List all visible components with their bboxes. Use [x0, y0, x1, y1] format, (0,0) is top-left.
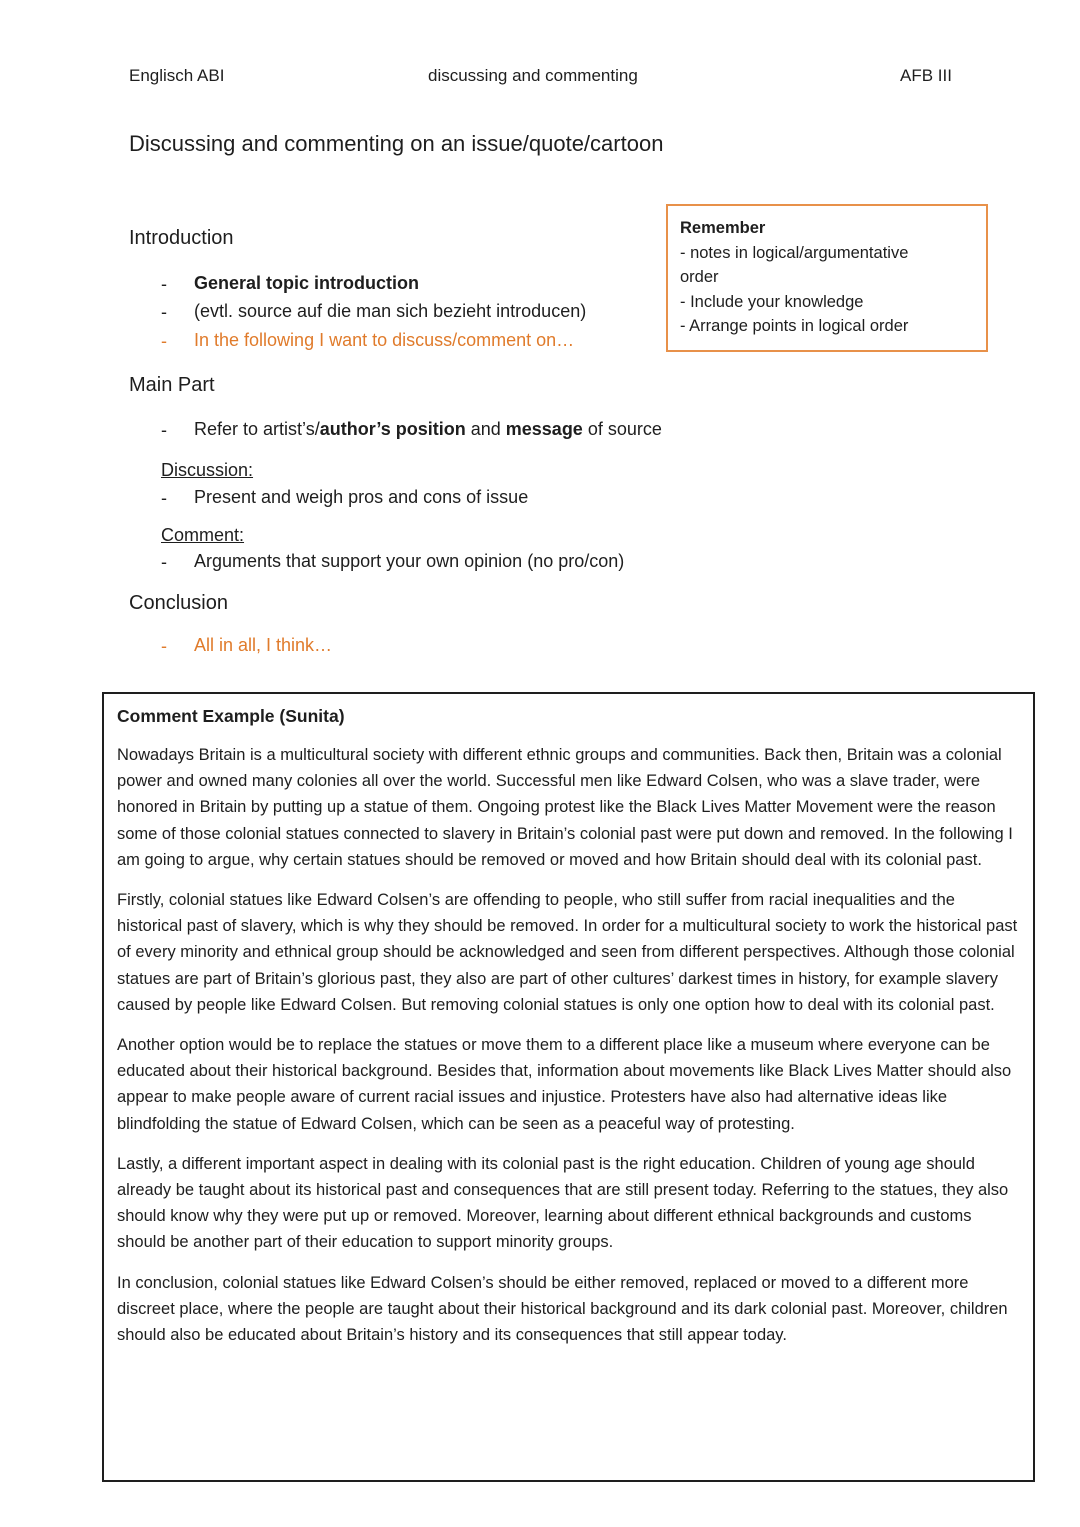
- main-part-heading: Main Part: [129, 374, 215, 396]
- bullet-dash: -: [161, 302, 167, 322]
- example-paragraph: Another option would be to replace the statues or move them to a different place like a museum where everyone can be educated about their historical background. Besides that, information about movements like Black Lives Matter should also appear to make people aware of current racial issues and injustice. Protesters have also had alternative ideas like blindfolding the statue of Edward Colsen, which can be seen as a peaceful way of protesting.: [117, 1036, 1012, 1133]
- intro-item-topic: General topic introduction: [194, 273, 420, 293]
- example-paragraph: In conclusion, colonial statues like Edward Colsen’s should be either removed, replaced or moved to a different more discreet place, where the people are taught about their historical background and its dark colonial past. Moreover, children should also be educated about Britain’s history and its consequences that still appear today.: [117, 1273, 1008, 1345]
- example-paragraph: Nowadays Britain is a multicultural society with different ethnic groups and communities. Back then, Britain was a colonial power and owned many colonies all over the world. Successful men like Edward Colsen, who was a slave trader, were honored in Britain by putting up a statue of them. Ongoing protest like the Black Lives Matter Movement were the reason some of those colonial statues connected to slavery in Britain’s colonial past were put down and removed. In the following I am going to argue, why certain statues should be removed or moved and how Britain should deal with its colonial past.: [117, 746, 1013, 869]
- header-left: Englisch ABI: [129, 66, 225, 85]
- bullet-dash: -: [161, 552, 167, 572]
- remember-line: - Include your knowledge: [680, 292, 864, 311]
- discussion-label: Discussion:: [161, 460, 254, 480]
- bullet-dash: -: [161, 636, 167, 656]
- bullet-dash: -: [161, 420, 167, 440]
- conclusion-item: All in all, I think…: [194, 635, 333, 655]
- intro-item-phrase: In the following I want to discuss/comment on…: [194, 330, 575, 350]
- example-title: Comment Example (Sunita): [117, 706, 345, 726]
- bullet-dash: -: [161, 274, 167, 294]
- refer-bold-position: author’s position: [319, 419, 466, 439]
- page-title: Discussing and commenting on an issue/quote/cartoon: [129, 131, 664, 156]
- remember-line: - notes in logical/argumentative: [680, 243, 909, 262]
- comment-example-box: [102, 692, 1035, 1482]
- remember-line: - Arrange points in logical order: [680, 317, 909, 335]
- header-right: AFB III: [900, 66, 952, 85]
- example-paragraph: Firstly, colonial statues like Edward Colsen’s are offending to people, who still suffer from racial inequalities and the historical past of slavery, which is why they should be removed. In order for a multicultural society to work the historical past of every minority and ethnical group should be acknowledged and seen from different perspectives. Although those colonial statues are part of Britain’s glorious past, they also are part of other cultures’ darkest times in history, for example slavery caused by people like Edward Colsen. But removing colonial statues is only one option how to deal with its colonial past.: [117, 891, 1018, 1014]
- introduction-heading: Introduction: [129, 227, 234, 249]
- refer-text: of source: [582, 419, 662, 439]
- refer-text: Refer to artist’s/: [194, 419, 320, 439]
- comment-label: Comment:: [161, 525, 245, 545]
- remember-title: Remember: [680, 219, 766, 237]
- discussion-item: Present and weigh pros and cons of issue: [194, 487, 529, 507]
- intro-item-source: (evtl. source auf die man sich bezieht introducen): [194, 301, 587, 321]
- bullet-dash: -: [161, 488, 167, 508]
- remember-box: [666, 204, 988, 352]
- remember-line: order: [680, 268, 719, 286]
- example-paragraph: Lastly, a different important aspect in dealing with its colonial past is the right education. Children of young age should already be taught about its historical past and consequences that are still present today. Referring to the statues, they also should know why they were put up or removed. Moreover, learning about different ethnical backgrounds and customs should be another part of their education to support minority groups.: [117, 1154, 1009, 1252]
- bullet-dash: -: [161, 331, 167, 351]
- main-part-refer: [194, 419, 662, 440]
- refer-bold-message: message: [505, 419, 583, 439]
- refer-text: and: [465, 419, 506, 439]
- comment-item: Arguments that support your own opinion (no pro/con): [194, 551, 625, 571]
- header-center: discussing and commenting: [428, 66, 638, 85]
- conclusion-heading: Conclusion: [129, 592, 228, 614]
